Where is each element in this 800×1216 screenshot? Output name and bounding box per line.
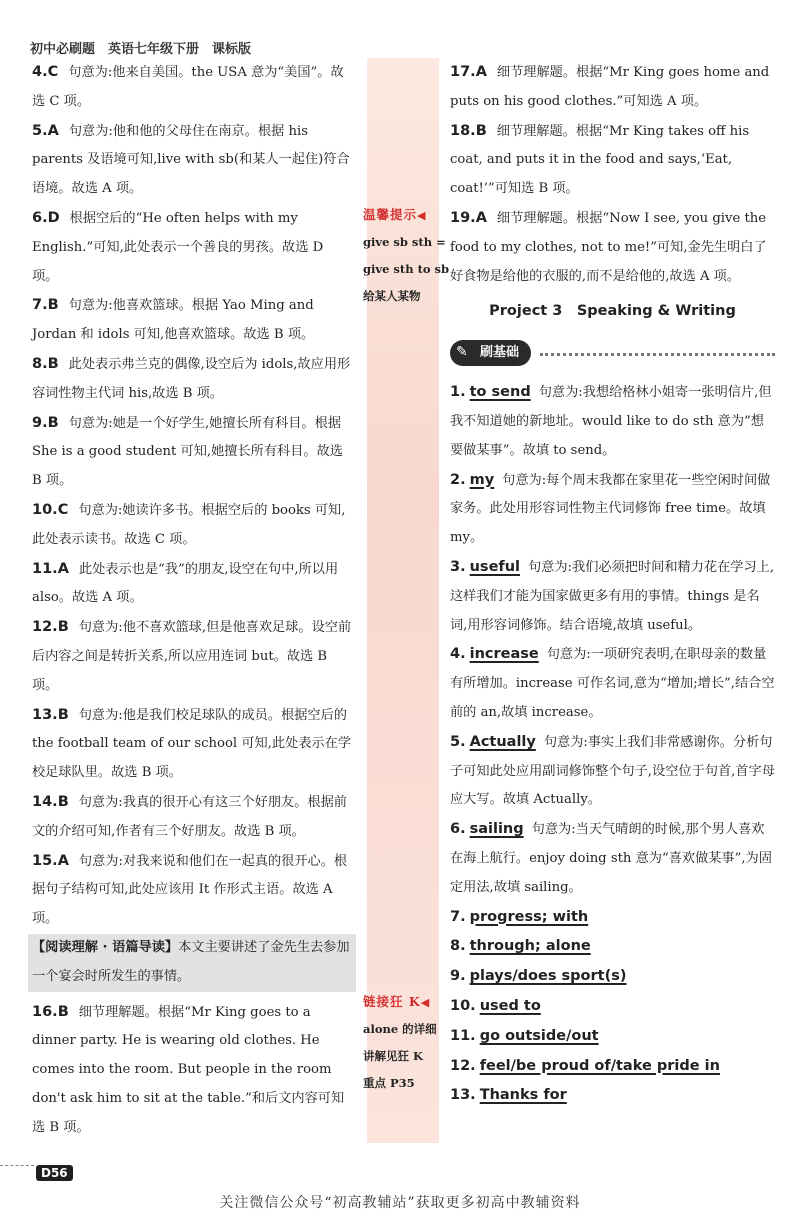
tip-title: 链接狂 K — [363, 994, 421, 1009]
answer-item: 7.B 句意为:他喜欢篮球。根据 Yao Ming and Jordan 和 idols 可知,他喜欢篮球。故选 B 项。 — [32, 297, 315, 343]
answer-item: 2. my 句意为:每个周末我都在家里花一些空闲时间做家务。此处用形容词性物主代词修饰 free time。故填 my。 — [450, 471, 771, 546]
tip-line: 给某人某物 — [363, 289, 421, 303]
left-column — [32, 58, 352, 1142]
answer-item: 11. go outside/out — [450, 1027, 599, 1044]
answer-item: 3. useful 句意为:我们必须把时间和精力花在学习上,这样我们才能为国家做更多有用的事情。things 是名词,用形容词修饰。结合语境,故填 useful。 — [450, 558, 775, 633]
answer-item: 4. increase 句意为:一项研究表明,在职母亲的数量有所增加。increase 可作名词,意为“增加;增长”,结合空前的 an,故填 increase。 — [450, 646, 775, 720]
answer-item: 8. through; alone — [450, 938, 591, 955]
arrow-left-icon: ◀ — [420, 996, 430, 1009]
pen-icon: ✎ — [456, 344, 468, 361]
tip-box-warm — [363, 201, 453, 310]
answer-item: 8.B 此处表示弗兰克的偶像,设空后为 idols,故应用形容词性物主代词 his,故选 B 项。 — [32, 355, 351, 401]
answer-item: 9. plays/does sport(s) — [450, 968, 627, 985]
answer-item: 6.D 根据空后的“He often helps with my English.”可知,此处表示一个善良的男孩。故选 D 项。 — [32, 209, 324, 284]
answer-item: 13.B 句意为:他是我们校足球队的成员。根据空后的 the football team of our school 可知,此处表示在学校足球队里。故选 B 项。 — [32, 706, 352, 781]
tip-line: give sb sth = — [363, 235, 446, 249]
answer-item: 19.A 细节理解题。根据“Now I see, you give the food to my clothes, not to me!”可知,金先生明白了好食物是给他的衣服的,而不是给他的,故选 A 项。 — [450, 209, 767, 284]
tip-line: give sth to sb — [363, 262, 450, 276]
answer-item: 9.B 句意为:她是一个好学生,她擅长所有科目。根据 She is a good student 可知,她擅长所有科目。故选 B 项。 — [32, 414, 343, 489]
right-column — [450, 58, 775, 1111]
answer-item: 10. used to — [450, 997, 541, 1014]
tip-title: 温馨提示 — [363, 207, 418, 222]
arrow-left-icon: ◀ — [417, 209, 426, 222]
answer-item: 7. progress; with — [450, 908, 589, 925]
answer-item: 1. to send 句意为:我想给格林小姐寄一张明信片,但我不知道她的新地址。would like to do sth 意为“想要做某事”。故填 to send。 — [450, 384, 772, 458]
reading-guide: 【阅读理解 · 语篇导读】本文主要讲述了金先生去参加一个宴会时所发生的事情。 — [28, 934, 356, 992]
tip-line: 讲解见狂 K — [363, 1049, 423, 1063]
answer-item: 6. sailing 句意为:当天气晴朗的时候,那个男人喜欢在海上航行。enjoy doing sth 意为“喜欢做某事”,为固定用法,故填 sailing。 — [450, 821, 772, 895]
answer-item: 11.A 此处表示也是“我”的朋友,设空在句中,所以用 also。故选 A 项。 — [32, 560, 339, 606]
section-badge-row — [450, 338, 775, 368]
running-header: 初中必刷题 英语七年级下册 课标版 — [30, 42, 252, 57]
answer-item: 10.C 句意为:她读许多书。根据空后的 books 可知,此处表示读书。故选 C 项。 — [32, 501, 346, 547]
footer-note: 关注微信公众号“初高教辅站”获取更多初高中教辅资料 — [219, 1195, 581, 1211]
answer-item: 5. Actually 句意为:事实上我们非常感谢你。分析句子可知此处应用副词修饰整个句子,设空位于句首,首字母应大写。故填 Actually。 — [450, 733, 775, 808]
answer-item: 12. feel/be proud of/take pride in — [450, 1057, 720, 1074]
section-badge: ✎ 刷基础 — [450, 340, 531, 366]
section-title: Project 3 Speaking & Writing — [489, 303, 736, 320]
answer-item: 13. Thanks for — [450, 1087, 567, 1104]
answer-item: 18.B 细节理解题。根据“Mr King takes off his coat, and puts it in the food and says,‘Eat, coat!’”可知选 B 项。 — [450, 122, 750, 197]
answer-item: 15.A 句意为:对我来说和他们在一起真的很开心。根据句子结构可知,此处应该用 It 作形式主语。故选 A 项。 — [32, 852, 348, 927]
tip-line: alone 的详细 — [363, 1022, 437, 1036]
dotted-divider — [540, 353, 775, 356]
tip-box-link — [363, 988, 453, 1097]
answer-item: 4.C 句意为:他来自美国。the USA 意为“美国”。故选 C 项。 — [32, 64, 344, 109]
answer-item: 16.B 细节理解题。根据“Mr King goes to a dinner party. He is wearing old clothes. He comes into the room. But people in the room don't ask him to sit at the table.”和后文内容可知选 B 项。 — [32, 1003, 345, 1135]
answer-item: 17.A 细节理解题。根据“Mr King goes home and puts on his good clothes.”可知选 A 项。 — [450, 64, 770, 109]
answer-item: 5.A 句意为:他和他的父母住在南京。根据 his parents 及语境可知,live with sb(和某人一起住)符合语境。故选 A 项。 — [32, 122, 350, 197]
page-number: D56 — [36, 1165, 73, 1181]
answer-item: 12.B 句意为:他不喜欢篮球,但是他喜欢足球。设空前后内容之间是转折关系,所以应用连词 but。故选 B 项。 — [32, 619, 352, 693]
tip-line: 重点 P35 — [363, 1076, 415, 1090]
answer-item: 14.B 句意为:我真的很开心有这三个好朋友。根据前文的介绍可知,作者有三个好朋友。故选 B 项。 — [32, 793, 347, 839]
